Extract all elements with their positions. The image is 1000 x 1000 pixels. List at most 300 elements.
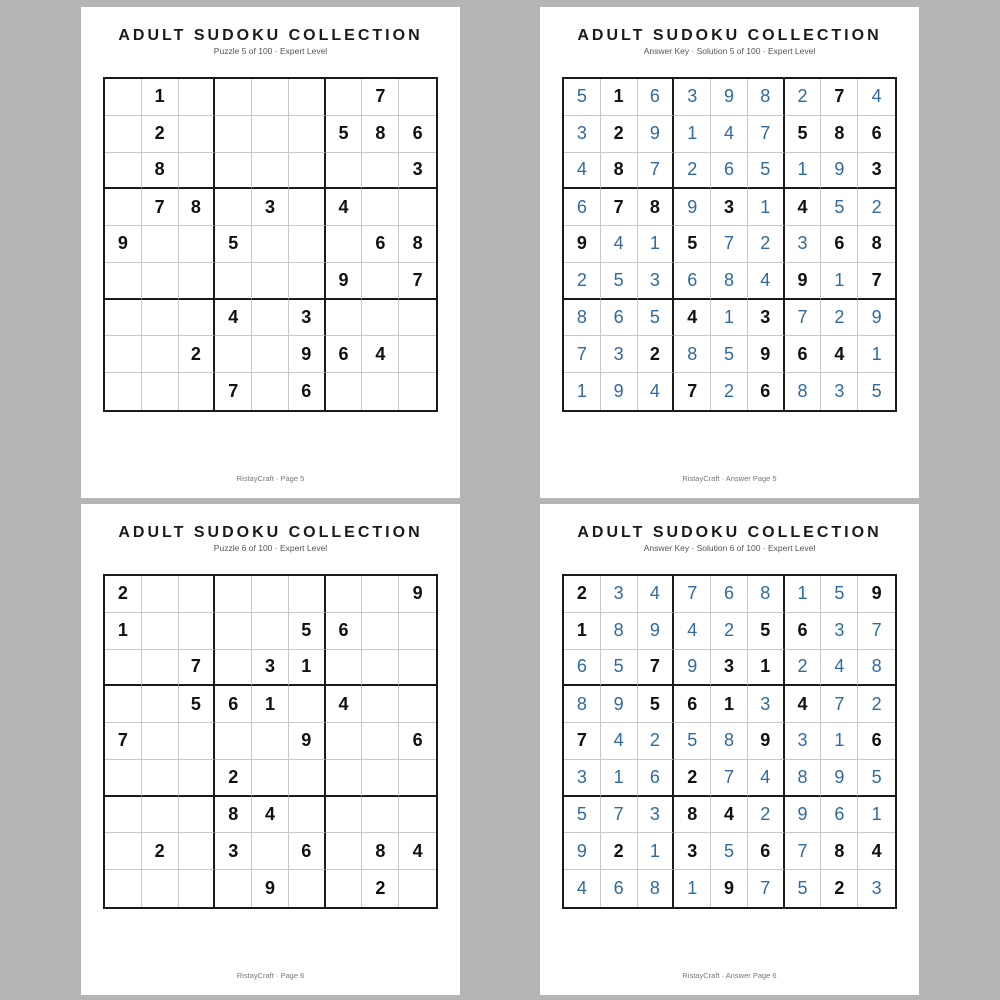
sudoku-cell: 9 xyxy=(711,79,748,116)
sudoku-cell: 5 xyxy=(638,686,675,723)
sudoku-cell: 6 xyxy=(326,613,363,650)
sudoku-cell: 2 xyxy=(105,576,142,613)
sudoku-cell xyxy=(289,870,326,907)
sudoku-cell: 8 xyxy=(215,797,252,834)
sudoku-cell: 4 xyxy=(748,760,785,797)
sudoku-cell: 1 xyxy=(821,263,858,300)
sudoku-cell xyxy=(179,263,216,300)
sudoku-cell xyxy=(399,79,436,116)
sudoku-cell: 8 xyxy=(399,226,436,263)
sudoku-cell: 1 xyxy=(638,833,675,870)
page-footer: RistayCraft · Page 5 xyxy=(236,474,305,483)
sudoku-cell: 8 xyxy=(564,686,601,723)
sudoku-cell: 9 xyxy=(326,263,363,300)
sudoku-cell: 5 xyxy=(711,833,748,870)
sudoku-cell xyxy=(326,226,363,263)
sudoku-cell: 6 xyxy=(289,373,326,410)
page-footer: RistayCraft · Page 6 xyxy=(236,971,305,980)
sudoku-cell: 5 xyxy=(179,686,216,723)
sudoku-cell: 6 xyxy=(289,833,326,870)
sudoku-cell: 1 xyxy=(564,613,601,650)
sudoku-cell xyxy=(142,226,179,263)
sudoku-cell: 6 xyxy=(748,833,785,870)
sudoku-cell xyxy=(215,613,252,650)
sudoku-cell: 6 xyxy=(785,613,822,650)
sudoku-cell: 5 xyxy=(674,723,711,760)
page-title: ADULT SUDOKU COLLECTION xyxy=(577,524,882,541)
sudoku-cell: 7 xyxy=(785,300,822,337)
sudoku-cell xyxy=(362,760,399,797)
sudoku-cell: 7 xyxy=(674,373,711,410)
sudoku-cell xyxy=(399,373,436,410)
sudoku-cell xyxy=(142,870,179,907)
sudoku-cell xyxy=(179,833,216,870)
sudoku-cell xyxy=(105,650,142,687)
sudoku-cell: 9 xyxy=(711,870,748,907)
sudoku-cell: 3 xyxy=(748,300,785,337)
sudoku-cell: 8 xyxy=(564,300,601,337)
sudoku-cell: 4 xyxy=(399,833,436,870)
sudoku-cell: 7 xyxy=(638,650,675,687)
sudoku-cell xyxy=(326,650,363,687)
sudoku-cell xyxy=(399,613,436,650)
sudoku-cell: 7 xyxy=(858,263,895,300)
sudoku-cell: 8 xyxy=(858,226,895,263)
sudoku-cell xyxy=(399,300,436,337)
sudoku-cell: 5 xyxy=(601,263,638,300)
sudoku-cell: 3 xyxy=(638,797,675,834)
sudoku-cell: 7 xyxy=(785,833,822,870)
sudoku-cell: 4 xyxy=(748,263,785,300)
sudoku-cell: 8 xyxy=(601,153,638,190)
sudoku-cell xyxy=(179,153,216,190)
sudoku-cell: 3 xyxy=(252,189,289,226)
sudoku-cell: 8 xyxy=(362,116,399,153)
sudoku-cell: 1 xyxy=(638,226,675,263)
sudoku-cell xyxy=(142,300,179,337)
sudoku-cell xyxy=(179,300,216,337)
sudoku-cell: 9 xyxy=(564,833,601,870)
sudoku-cell: 5 xyxy=(564,797,601,834)
sudoku-cell xyxy=(215,79,252,116)
sudoku-cell: 1 xyxy=(601,760,638,797)
sudoku-cell: 7 xyxy=(179,650,216,687)
sudoku-cell: 8 xyxy=(601,613,638,650)
sudoku-cell xyxy=(179,226,216,263)
sudoku-cell: 7 xyxy=(362,79,399,116)
sudoku-cell: 5 xyxy=(601,650,638,687)
page-subtitle: Puzzle 5 of 100 · Expert Level xyxy=(213,46,328,56)
sudoku-cell: 6 xyxy=(821,797,858,834)
sudoku-cell: 6 xyxy=(399,116,436,153)
sudoku-cell xyxy=(252,833,289,870)
sudoku-cell: 2 xyxy=(564,576,601,613)
sudoku-cell xyxy=(179,576,216,613)
sudoku-cell: 4 xyxy=(601,723,638,760)
sudoku-cell xyxy=(179,613,216,650)
sudoku-cell xyxy=(252,373,289,410)
sudoku-cell: 3 xyxy=(564,760,601,797)
sudoku-cell xyxy=(105,686,142,723)
sudoku-cell: 4 xyxy=(858,79,895,116)
sudoku-cell xyxy=(252,116,289,153)
sudoku-cell: 7 xyxy=(601,797,638,834)
sudoku-cell xyxy=(399,336,436,373)
sudoku-cell: 6 xyxy=(858,723,895,760)
sudoku-cell: 2 xyxy=(142,116,179,153)
sudoku-cell xyxy=(142,723,179,760)
sudoku-cell: 6 xyxy=(601,870,638,907)
sudoku-cell: 8 xyxy=(711,263,748,300)
sudoku-cell xyxy=(326,576,363,613)
sudoku-cell: 4 xyxy=(564,870,601,907)
sudoku-cell: 8 xyxy=(362,833,399,870)
sudoku-cell: 4 xyxy=(674,300,711,337)
sudoku-cell xyxy=(142,760,179,797)
sudoku-cell xyxy=(179,870,216,907)
sudoku-cell xyxy=(362,686,399,723)
sudoku-cell xyxy=(289,153,326,190)
sudoku-cell: 2 xyxy=(748,226,785,263)
sudoku-cell: 4 xyxy=(821,650,858,687)
sudoku-cell: 1 xyxy=(711,686,748,723)
sudoku-cell: 6 xyxy=(821,226,858,263)
sudoku-cell xyxy=(179,116,216,153)
sudoku-cell: 8 xyxy=(821,833,858,870)
sudoku-cell: 4 xyxy=(362,336,399,373)
sudoku-cell xyxy=(289,226,326,263)
sudoku-cell: 5 xyxy=(785,116,822,153)
sudoku-cell: 9 xyxy=(601,373,638,410)
sudoku-cell: 4 xyxy=(858,833,895,870)
sudoku-cell: 2 xyxy=(821,870,858,907)
sudoku-cell xyxy=(362,263,399,300)
sudoku-cell: 8 xyxy=(674,336,711,373)
page-puzzle-5 xyxy=(81,7,460,498)
page-footer: RistayCraft · Answer Page 6 xyxy=(682,971,777,980)
sudoku-cell: 3 xyxy=(711,650,748,687)
sudoku-cell: 6 xyxy=(674,686,711,723)
sudoku-cell: 5 xyxy=(748,153,785,190)
sudoku-cell: 9 xyxy=(785,263,822,300)
sudoku-cell xyxy=(326,300,363,337)
sudoku-cell xyxy=(362,189,399,226)
sudoku-cell xyxy=(326,760,363,797)
sudoku-cell: 6 xyxy=(674,263,711,300)
sudoku-cell xyxy=(142,336,179,373)
sudoku-cell: 2 xyxy=(785,650,822,687)
sudoku-cell xyxy=(362,576,399,613)
sudoku-cell xyxy=(289,760,326,797)
sudoku-cell: 2 xyxy=(674,153,711,190)
sudoku-cell: 6 xyxy=(638,79,675,116)
sudoku-cell: 3 xyxy=(674,79,711,116)
sudoku-cell xyxy=(399,650,436,687)
sudoku-cell: 3 xyxy=(399,153,436,190)
sudoku-cell: 3 xyxy=(748,686,785,723)
sudoku-cell: 2 xyxy=(821,300,858,337)
sudoku-cell: 7 xyxy=(748,116,785,153)
sudoku-cell xyxy=(105,760,142,797)
sudoku-cell xyxy=(105,153,142,190)
sudoku-cell: 8 xyxy=(674,797,711,834)
sudoku-cell: 2 xyxy=(179,336,216,373)
sudoku-cell: 3 xyxy=(871,878,882,899)
sudoku-cell: 2 xyxy=(711,613,748,650)
sudoku-cell: 6 xyxy=(326,336,363,373)
sudoku-cell: 3 xyxy=(821,613,858,650)
sudoku-cell: 6 xyxy=(362,226,399,263)
sudoku-cell xyxy=(252,226,289,263)
sudoku-grid xyxy=(103,574,438,909)
sudoku-cell: 7 xyxy=(399,263,436,300)
sudoku-cell xyxy=(362,613,399,650)
sudoku-cell: 9 xyxy=(289,723,326,760)
sudoku-cell: 9 xyxy=(785,797,822,834)
sudoku-cell xyxy=(105,797,142,834)
sudoku-cell xyxy=(289,686,326,723)
page-subtitle: Puzzle 6 of 100 · Expert Level xyxy=(213,543,328,553)
sudoku-cell: 8 xyxy=(748,576,785,613)
sudoku-cell: 3 xyxy=(638,263,675,300)
sudoku-cell: 5 xyxy=(638,300,675,337)
sudoku-cell xyxy=(326,723,363,760)
sudoku-cell xyxy=(105,373,142,410)
sudoku-cell: 1 xyxy=(858,797,895,834)
sudoku-cell: 8 xyxy=(785,373,822,410)
sudoku-cell: 2 xyxy=(142,833,179,870)
sudoku-cell: 6 xyxy=(785,336,822,373)
sudoku-cell: 6 xyxy=(711,576,748,613)
sudoku-cell: 6 xyxy=(399,723,436,760)
sudoku-cell: 1 xyxy=(564,373,601,410)
sudoku-cell: 5 xyxy=(785,870,822,907)
sudoku-cell: 9 xyxy=(821,760,858,797)
sudoku-cell: 1 xyxy=(601,79,638,116)
page-answer-5 xyxy=(540,7,919,498)
sudoku-cell xyxy=(215,870,252,907)
sudoku-cell xyxy=(105,336,142,373)
sudoku-cell: 8 xyxy=(785,760,822,797)
sudoku-cell xyxy=(289,263,326,300)
sudoku-cell: 9 xyxy=(638,613,675,650)
sudoku-cell: 7 xyxy=(711,760,748,797)
sudoku-cell: 1 xyxy=(785,576,822,613)
sudoku-cell xyxy=(142,613,179,650)
sudoku-cell xyxy=(326,373,363,410)
sudoku-cell: 1 xyxy=(142,79,179,116)
sudoku-cell: 9 xyxy=(858,300,895,337)
sudoku-cell xyxy=(326,79,363,116)
sudoku-cell: 5 xyxy=(326,116,363,153)
sudoku-cell: 1 xyxy=(252,686,289,723)
page-title: ADULT SUDOKU COLLECTION xyxy=(577,27,882,44)
sudoku-cell: 5 xyxy=(858,760,895,797)
sudoku-cell xyxy=(362,300,399,337)
sudoku-cell: 5 xyxy=(215,226,252,263)
sudoku-cell: 4 xyxy=(785,686,822,723)
sudoku-cell: 7 xyxy=(711,226,748,263)
sudoku-cell: 3 xyxy=(785,226,822,263)
sudoku-cell xyxy=(362,373,399,410)
page-title: ADULT SUDOKU COLLECTION xyxy=(118,27,423,44)
sudoku-cell: 9 xyxy=(748,336,785,373)
sudoku-cell: 7 xyxy=(748,870,785,907)
sudoku-cell xyxy=(326,833,363,870)
sudoku-cell: 6 xyxy=(748,373,785,410)
sudoku-cell: 4 xyxy=(326,686,363,723)
sudoku-cell xyxy=(326,870,363,907)
sudoku-cell: 7 xyxy=(601,189,638,226)
sudoku-cell xyxy=(252,723,289,760)
sudoku-cell: 4 xyxy=(821,336,858,373)
page-title: ADULT SUDOKU COLLECTION xyxy=(118,524,423,541)
sudoku-cell xyxy=(105,870,142,907)
sudoku-cell xyxy=(179,373,216,410)
sudoku-cell: 4 xyxy=(326,189,363,226)
sudoku-cell: 8 xyxy=(179,189,216,226)
sudoku-cell: 2 xyxy=(638,336,675,373)
page-subtitle: Answer Key · Solution 6 of 100 · Expert Level xyxy=(643,543,816,553)
sudoku-cell: 9 xyxy=(858,576,895,613)
sudoku-cell xyxy=(142,686,179,723)
sudoku-cell: 5 xyxy=(564,79,601,116)
sudoku-cell xyxy=(142,797,179,834)
sudoku-cell xyxy=(362,797,399,834)
sudoku-cell: 6 xyxy=(858,116,895,153)
sudoku-cell xyxy=(215,189,252,226)
sudoku-cell: 2 xyxy=(785,79,822,116)
sudoku-cell: 8 xyxy=(638,189,675,226)
sudoku-cell: 6 xyxy=(564,189,601,226)
sudoku-cell xyxy=(105,79,142,116)
sudoku-cell: 2 xyxy=(638,723,675,760)
page-subtitle: Answer Key · Solution 5 of 100 · Expert Level xyxy=(643,46,816,56)
sudoku-cell: 1 xyxy=(858,336,895,373)
sudoku-cell: 3 xyxy=(674,833,711,870)
sudoku-cell xyxy=(399,870,436,907)
sudoku-cell: 9 xyxy=(601,686,638,723)
sudoku-cell xyxy=(362,723,399,760)
sudoku-cell: 3 xyxy=(252,650,289,687)
page-footer: RistayCraft · Answer Page 5 xyxy=(682,474,777,483)
sudoku-cell: 2 xyxy=(601,116,638,153)
sudoku-cell: 3 xyxy=(821,373,858,410)
sudoku-cell: 3 xyxy=(785,723,822,760)
sudoku-cell: 4 xyxy=(638,576,675,613)
sudoku-cell: 5 xyxy=(748,613,785,650)
sudoku-cell: 4 xyxy=(252,797,289,834)
sudoku-cell xyxy=(215,336,252,373)
sudoku-cell: 3 xyxy=(601,576,638,613)
sudoku-grid xyxy=(103,77,438,412)
sudoku-cell: 5 xyxy=(289,613,326,650)
sudoku-cell xyxy=(215,576,252,613)
sudoku-cell: 4 xyxy=(638,373,675,410)
sudoku-cell xyxy=(252,153,289,190)
sudoku-answer-grid xyxy=(562,574,897,909)
sudoku-cell xyxy=(142,373,179,410)
sudoku-cell: 1 xyxy=(674,870,711,907)
sudoku-cell: 1 xyxy=(821,723,858,760)
sudoku-cell: 3 xyxy=(564,116,601,153)
sudoku-cell: 1 xyxy=(785,153,822,190)
sudoku-cell: 2 xyxy=(858,686,895,723)
sudoku-cell xyxy=(326,153,363,190)
sudoku-cell xyxy=(215,153,252,190)
sudoku-cell xyxy=(105,300,142,337)
sudoku-cell: 2 xyxy=(711,373,748,410)
sudoku-cell xyxy=(105,263,142,300)
sudoku-cell: 6 xyxy=(601,300,638,337)
page-answer-6 xyxy=(540,504,919,995)
sudoku-cell: 8 xyxy=(821,116,858,153)
sudoku-cell xyxy=(215,116,252,153)
sudoku-cell xyxy=(399,797,436,834)
sudoku-cell: 7 xyxy=(564,723,601,760)
sudoku-cell: 2 xyxy=(564,263,601,300)
sudoku-cell xyxy=(215,650,252,687)
sudoku-cell xyxy=(252,336,289,373)
sudoku-cell: 2 xyxy=(674,760,711,797)
sudoku-cell xyxy=(252,760,289,797)
sudoku-cell: 8 xyxy=(711,723,748,760)
sudoku-cell: 9 xyxy=(399,576,436,613)
sudoku-cell xyxy=(399,686,436,723)
sudoku-cell xyxy=(326,797,363,834)
sudoku-cell: 8 xyxy=(142,153,179,190)
sudoku-cell: 9 xyxy=(821,153,858,190)
sudoku-cell: 9 xyxy=(638,116,675,153)
sudoku-cell: 9 xyxy=(748,723,785,760)
sudoku-cell: 5 xyxy=(674,226,711,263)
sudoku-cell: 3 xyxy=(711,189,748,226)
sudoku-cell: 2 xyxy=(748,797,785,834)
sudoku-cell xyxy=(215,723,252,760)
sudoku-cell: 2 xyxy=(601,833,638,870)
sudoku-cell xyxy=(105,116,142,153)
sudoku-cell: 4 xyxy=(215,300,252,337)
sudoku-cell: 9 xyxy=(105,226,142,263)
sudoku-cell: 9 xyxy=(564,226,601,263)
sudoku-cell: 1 xyxy=(711,300,748,337)
sudoku-cell xyxy=(252,613,289,650)
sudoku-cell xyxy=(105,833,142,870)
sudoku-cell: 7 xyxy=(674,576,711,613)
sudoku-cell xyxy=(179,723,216,760)
sudoku-cell: 7 xyxy=(821,79,858,116)
sudoku-cell: 7 xyxy=(215,373,252,410)
sudoku-cell: 4 xyxy=(711,797,748,834)
sudoku-cell: 3 xyxy=(601,336,638,373)
sudoku-cell xyxy=(142,263,179,300)
sudoku-cell xyxy=(289,797,326,834)
sudoku-cell xyxy=(289,189,326,226)
sudoku-answer-grid xyxy=(562,77,897,412)
sudoku-cell xyxy=(362,650,399,687)
sudoku-cell: 1 xyxy=(674,116,711,153)
page-puzzle-6 xyxy=(81,504,460,995)
sudoku-cell: 6 xyxy=(564,650,601,687)
sudoku-cell xyxy=(399,189,436,226)
sudoku-cell xyxy=(142,650,179,687)
sudoku-cell: 9 xyxy=(289,336,326,373)
sudoku-cell: 4 xyxy=(711,116,748,153)
sudoku-cell: 3 xyxy=(858,153,895,190)
sudoku-cell xyxy=(105,189,142,226)
sudoku-cell xyxy=(142,576,179,613)
sudoku-cell xyxy=(289,576,326,613)
